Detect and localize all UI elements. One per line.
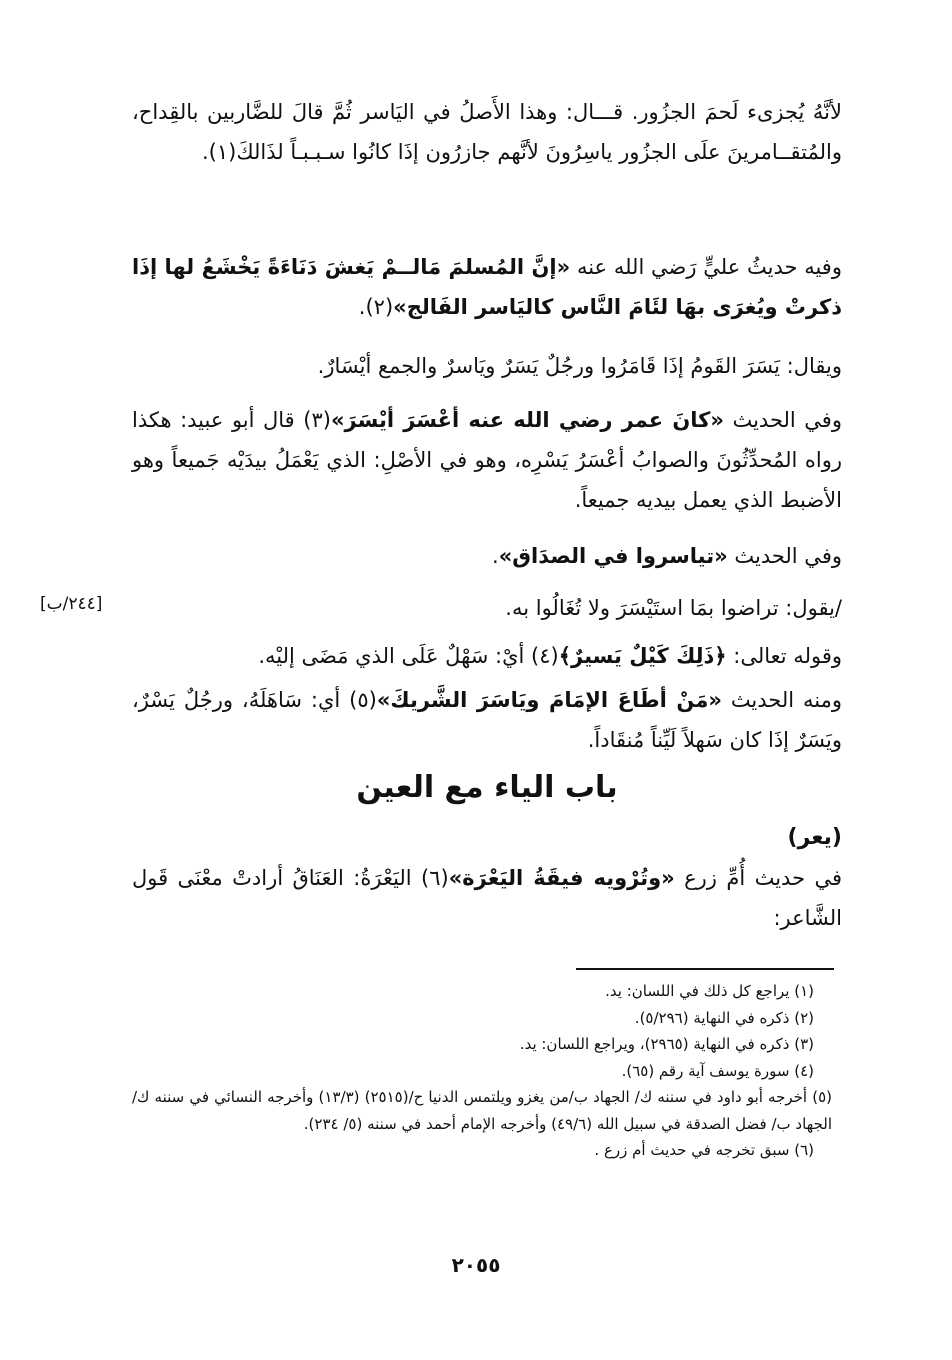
paragraph-9-intro: في حديث أُمِّ زرع (684, 866, 842, 890)
paragraph-9-rest: (٦) اليَعْرَةُ: العَنَاقُ أرادتْ معْنَى قَول الشَّاعر: (132, 866, 842, 930)
paragraph-1: لأنَّهُ يُجزىء لَحمَ الجزُور. قـــال: وهذا الأَصلُ في اليَاسر ثُمَّ قالَ للضَّاربين بالقِداح، والمُتقــامرينَ علَى الجزُور ياسِرُونَ لأنَّهم جازرُون إذَا كانُوا سـبـبـاً لذَالكَ(١). (132, 100, 842, 164)
footnote-divider (576, 968, 834, 970)
hadith-quote-8: «مَنْ أطَاعَ الإمَامَ ويَاسَرَ الشَّريكَ» (376, 688, 722, 712)
paragraph-7-intro: وقوله تعالى: (733, 644, 842, 668)
paragraph-2-end: (٢). (358, 295, 394, 319)
paragraph-4-rest: (٣) قال أبو عبيد: هكذا رواه المُحدِّثُونَ والصوابُ أعْسَرُ يَسْرِه، وهو في الأصْلِ: الذي يَعْمَلُ بيدَيْه جَميعاً وهو الأضبط الذي يعمل بيديه جميعاً. (132, 408, 842, 512)
paragraph-2 (132, 247, 842, 327)
paragraph-3: ويقال: يَسَرَ القَومُ إذَا قَامَرُوا ورجُلٌ يَسَرٌ ويَاسرٌ والجمع أيْسَارٌ. (317, 354, 842, 378)
hadith-quote-2: «إنَّ المُسلمَ مَالــمْ يَغشَ دَنَاءَةً يَخْشَعُ لها إذَا ذكرتْ ويُغرَى بهَا لئَامَ النَّاس كاليَاسر الفَالج» (132, 255, 842, 319)
quran-quote-7: ﴿ذَلِكَ كَيْلٌ يَسيرٌ﴾ (558, 644, 727, 668)
paragraph-5-end: . (492, 544, 499, 568)
footnote-5: (٥) أخرجه أبو داود في سننه ك/ الجهاد ب/من يغزو ويلتمس الدنيا ح/(٢٥١٥) (١٣/٣) وأخرجه النسائي في سننه ك/ الجهاد ب/ فضل الصدقة في سبيل الله (٤٩/٦) وأخرجه الإمام أحمد في سننه (٥/ ٢٣٤). (132, 1088, 832, 1133)
footnote-2: (٢) ذكره في النهاية (٥/٢٩٦). (634, 1008, 814, 1027)
paragraph-4-intro: وفي الحديث (732, 408, 842, 432)
hadith-quote-5: «تياسروا في الصدَاق» (498, 544, 728, 568)
paragraph-8-rest: (٥) أي: سَاهَلَهُ، ورجُلٌ يَسْرٌ، ويَسَرٌ إذَا كان سَهلاً لَيِّناً مُنقَاداً. (132, 688, 842, 752)
entry-root-heading: (يعر) (787, 825, 842, 850)
paragraph-5 (132, 536, 842, 576)
paragraph-4 (132, 400, 842, 520)
hadith-quote-9: «وتُرْويه فيقَةُ اليَعْرَة» (448, 866, 675, 890)
paragraph-6: /يقول: تراضوا بمَا استَيْسَرَ ولا تُغَالُوا به. (505, 596, 842, 620)
paragraph-2-intro: وفيه حديثُ عليٍّ رَضي الله عنه (576, 255, 842, 279)
footnotes (132, 978, 832, 1164)
chapter-heading: باب الياء مع العين (356, 770, 618, 805)
paragraph-7-rest: (٤) أيْ: سَهْلٌ عَلَى الذي مَضَى إليْه. (258, 644, 559, 668)
margin-folio-note: [٢٤٤/ب] (40, 594, 103, 614)
paragraph-7 (132, 636, 842, 676)
paragraph-8 (132, 680, 842, 760)
page-number: ٢٠٥٥ (451, 1253, 501, 1277)
footnote-1: (١) يراجع كل ذلك في اللسان: يد. (605, 982, 814, 1000)
paragraph-9 (132, 858, 842, 938)
footnote-4: (٤) سورة يوسف آية رقم (٦٥). (621, 1061, 814, 1080)
footnote-3: (٣) ذكره في النهاية (٢٩٦٥)، ويراجع اللسان: يد. (519, 1035, 814, 1053)
paragraph-5-intro: وفي الحديث (734, 544, 842, 568)
hadith-quote-4: «كانَ عمر رضي الله عنه أعْسَرَ أيْسَرَ» (330, 408, 724, 432)
footnote-6: (٦) سبق تخرجه في حديث أم زرع . (594, 1141, 814, 1159)
paragraph-8-intro: ومنه الحديث (730, 688, 842, 712)
